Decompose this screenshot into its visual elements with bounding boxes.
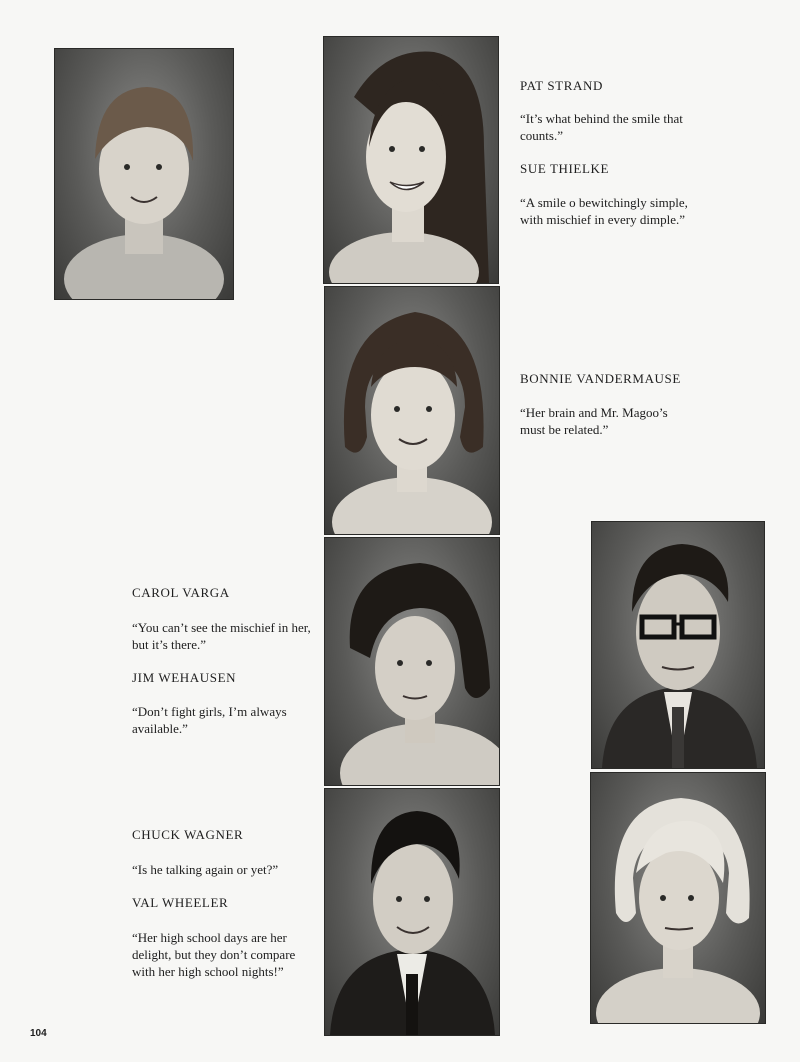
portrait-icon [592,522,764,768]
page-number: 104 [30,1028,47,1039]
portrait-icon [325,789,499,1035]
portrait-icon [325,538,499,785]
portrait-photo-chuck-wagner [324,788,500,1036]
portrait-photo-bonnie-vandermause [324,286,500,535]
student-name-sue-thielke: SUE THIELKE [520,161,610,176]
student-quote-chuck-wagner: “Is he talking again or yet?” [132,862,279,877]
student-name-pat-strand: PAT STRAND [520,78,603,93]
portrait-photo-val-wheeler [590,772,766,1024]
student-quote-sue-thielke: “A smile o bewitchingly simple, with mischief in every dimple.” [520,195,688,227]
portrait-icon [55,49,233,299]
student-quote-pat-strand: “It’s what behind the smile that counts.” [520,111,683,143]
portrait-icon [591,773,765,1023]
student-name-carol-varga: CAROL VARGA [132,585,230,600]
portrait-icon [324,37,498,283]
student-name-chuck-wagner: CHUCK WAGNER [132,827,244,842]
portrait-photo-sue-thielke [323,36,499,284]
portrait-photo-carol-varga [324,537,500,786]
portrait-photo-pat-strand [54,48,234,300]
student-name-bonnie-vandermause: BONNIE VANDERMAUSE [520,371,681,386]
student-quote-jim-wehausen: “Don’t fight girls, I’m always available.” [132,704,287,736]
student-name-val-wheeler: VAL WHEELER [132,895,229,910]
student-quote-carol-varga: “You can’t see the mischief in her, but it’s there.” [132,620,311,652]
student-quote-bonnie-vandermause: “Her brain and Mr. Magoo’s must be related.” [520,405,668,437]
student-quote-val-wheeler: “Her high school days are her delight, but they don’t compare with her high school nights!” [132,930,296,979]
student-name-jim-wehausen: JIM WEHAUSEN [132,670,237,685]
portrait-icon [325,287,499,534]
portrait-photo-jim-wehausen [591,521,765,769]
